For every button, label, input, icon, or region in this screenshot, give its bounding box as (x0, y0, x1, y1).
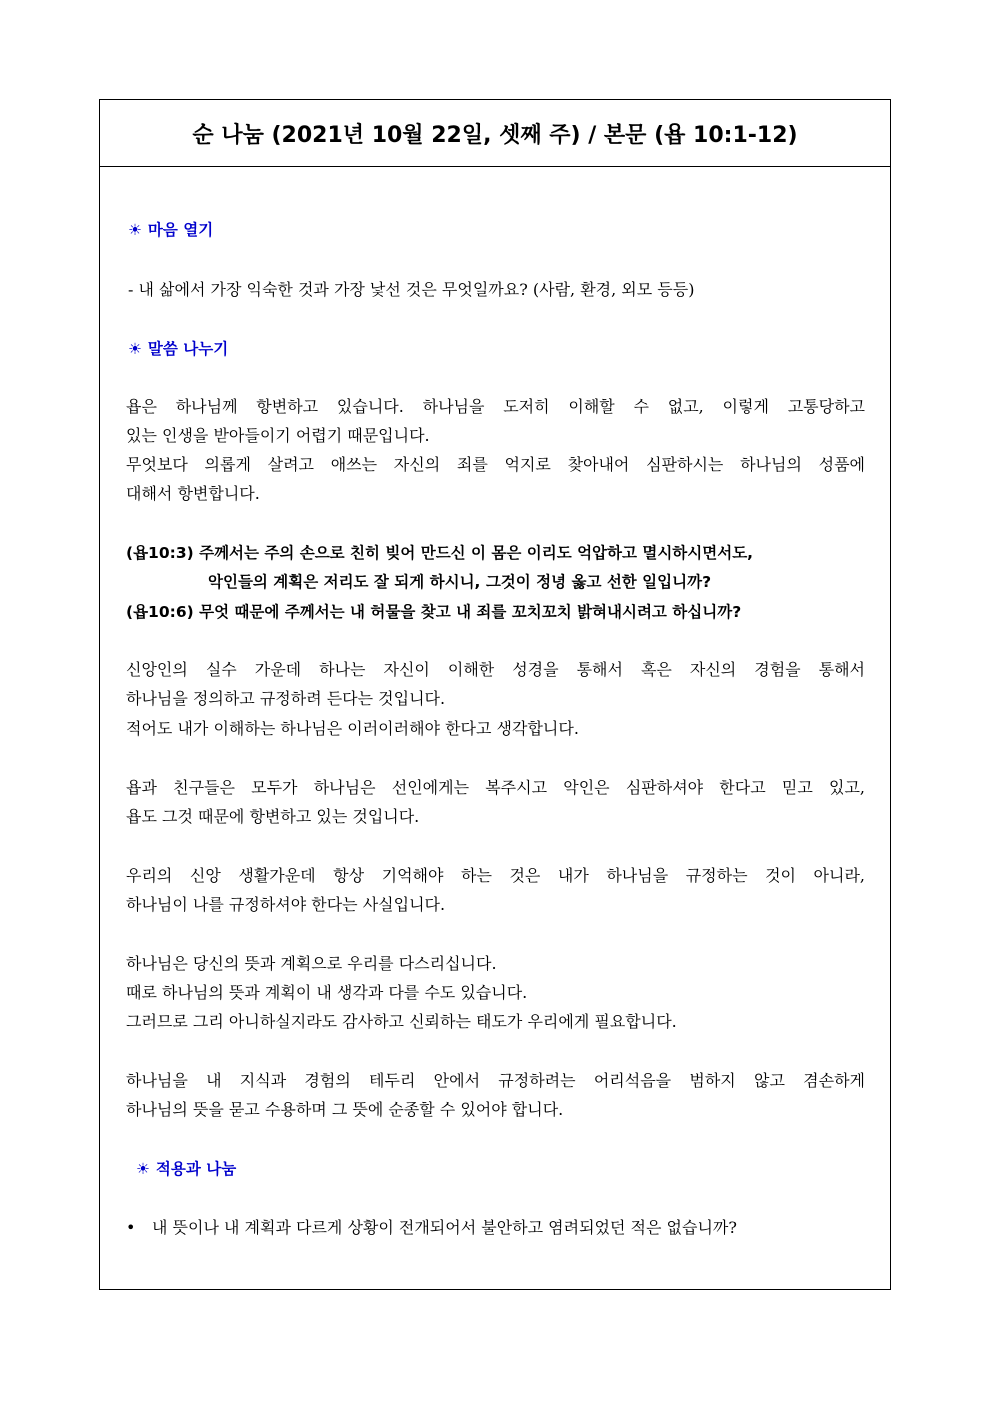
paragraph-line: 하나님의 뜻을 묻고 수용하며 그 뜻에 순종할 수 있어야 합니다. (126, 1100, 564, 1119)
scripture-quote: (욥10:6) 무엇 때문에 주께서는 내 허물을 찾고 내 죄를 꼬치꼬치 밝혀내시려고 하십니까? (126, 603, 742, 621)
paragraph-line: 우리의 신앙 생활가운데 항상 기억해야 하는 것은 내가 하나님을 규정하는 것이 아니라, (126, 866, 865, 885)
paragraph-line: 그러므로 그리 아니하실지라도 감사하고 신뢰하는 태도가 우리에게 필요합니다. (126, 1012, 677, 1031)
scripture-quote: (욥10:3) 주께서는 주의 손으로 친히 빚어 만드신 이 몸은 이리도 억압하고 멸시하시면서도, (126, 544, 754, 562)
paragraph-line: 욥과 친구들은 모두가 하나님은 선인에게는 복주시고 악인은 심판하셔야 한다고 믿고 있고, (126, 778, 865, 797)
section-heading-application (136, 1159, 236, 1179)
section-heading-label: 마음 열기 (147, 221, 214, 239)
bullet-icon: • (126, 1218, 136, 1237)
paragraph-line: 하나님을 정의하고 규정하려 든다는 것입니다. (126, 689, 446, 708)
paragraph-line: 적어도 내가 이해하는 하나님은 이러이러해야 한다고 생각합니다. (126, 719, 579, 738)
section-heading-word-sharing (128, 339, 228, 359)
paragraph-line: 하나님이 나를 규정하셔야 한다는 사실입니다. (126, 895, 446, 914)
section-heading-label: 말씀 나누기 (147, 340, 229, 358)
sun-icon: ☀ (128, 221, 142, 239)
title-row (100, 100, 890, 167)
sun-icon: ☀ (136, 1160, 150, 1178)
page-title: 순 나눔 (2021년 10월 22일, 셋째 주) / 본문 (욥 10:1-12) (192, 122, 798, 148)
section-heading-label: 적용과 나눔 (155, 1160, 237, 1178)
sun-icon: ☀ (128, 340, 142, 358)
paragraph-line: 신앙인의 실수 가운데 하나는 자신이 이해한 성경을 통해서 혹은 자신의 경험을 통해서 (126, 660, 865, 679)
open-heart-question: - 내 삶에서 가장 익숙한 것과 가장 낯선 것은 무엇일까요? (사람, 환경, 외모 등등) (128, 280, 695, 299)
application-question (126, 1218, 737, 1238)
paragraph-line: 욥도 그것 때문에 항변하고 있는 것입니다. (126, 807, 420, 826)
paragraph-line: 하나님은 당신의 뜻과 계획으로 우리를 다스리십니다. (126, 954, 497, 973)
scripture-quote: 악인들의 계획은 저리도 잘 되게 하시니, 그것이 정녕 옳고 선한 일입니까? (208, 573, 712, 591)
application-question-text: 내 뜻이나 내 계획과 다르게 상황이 전개되어서 불안하고 염려되었던 적은 없습니까? (152, 1218, 737, 1237)
paragraph-line: 있는 인생을 받아들이기 어렵기 때문입니다. (126, 426, 430, 445)
paragraph-line: 욥은 하나님께 항변하고 있습니다. 하나님을 도저히 이해할 수 없고, 이렇게 고통당하고 (126, 397, 865, 416)
section-heading-open-heart (128, 220, 213, 240)
paragraph-line: 무엇보다 의롭게 살려고 애쓰는 자신의 죄를 억지로 찾아내어 심판하시는 하나님의 성품에 (126, 455, 865, 474)
paragraph-line: 때로 하나님의 뜻과 계획이 내 생각과 다를 수도 있습니다. (126, 983, 528, 1002)
paragraph-line: 하나님을 내 지식과 경험의 테두리 안에서 규정하려는 어리석음을 범하지 않고 겸손하게 (126, 1071, 865, 1090)
paragraph-line: 대해서 항변합니다. (126, 484, 260, 503)
